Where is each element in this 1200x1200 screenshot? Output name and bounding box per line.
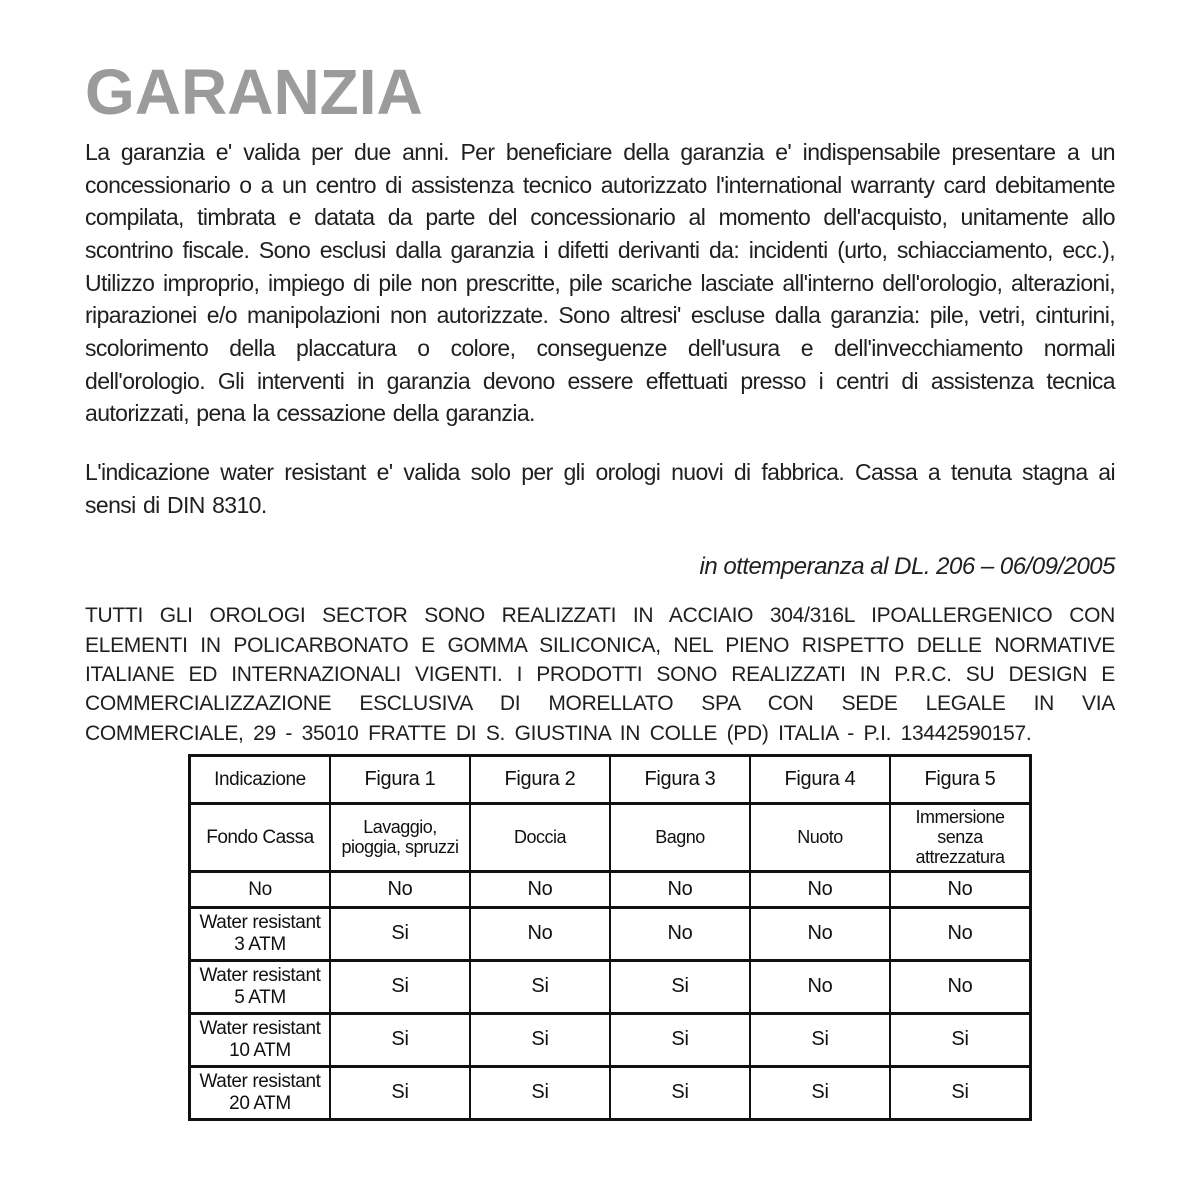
water-resistance-table — [188, 754, 1032, 1120]
table-cell: No — [890, 960, 1031, 1013]
table-cell: No — [470, 871, 610, 907]
legal-manufacturer-paragraph: TUTTI GLI OROLOGI SECTOR SONO REALIZZATI IN ACCIAIO 304/316L IPOALLERGENICO CON ELEMENTI IN POLICARBONATO E GOMMA SILICONICA, NEL PIENO RISPETTO DELLE NORMATIVE ITALIANE ED INTERNAZIONALI VIGENTI. I PRODOTTI SONO REALIZZATI IN P.R.C. SU DESIGN E COMMERCIALIZZAZIONE ESCLUSIVA DI MORELLATO SPA CON SEDE LEGALE IN VIA COMMERCIALE, 29 - 35010 FRATTE DI S. GIUSTINA IN COLLE (PD) ITALIA - P.I. 13442590157. — [85, 604, 1115, 745]
table-cell: Immersione senza attrezzatura — [890, 804, 1031, 871]
table-cell: Si — [750, 1013, 890, 1066]
table-cell: Si — [470, 960, 610, 1013]
table-cell: Si — [330, 960, 470, 1013]
table-cell: No — [750, 871, 890, 907]
table-cell: Water resistant 10 ATM — [190, 1013, 331, 1066]
table-header-cell: Figura 1 — [330, 756, 470, 804]
table-cell: Si — [890, 1013, 1031, 1066]
table-row — [190, 1013, 1031, 1066]
table-cell: Si — [610, 1013, 750, 1066]
table-header-cell: Figura 4 — [750, 756, 890, 804]
table-row — [190, 1066, 1031, 1119]
table-cell: No — [610, 871, 750, 907]
table-cell: Si — [330, 1066, 470, 1119]
table-cell: Si — [610, 960, 750, 1013]
table-row — [190, 960, 1031, 1013]
page-title: GARANZIA — [85, 56, 423, 128]
table-cell: Lavaggio, pioggia, spruzzi — [330, 804, 470, 871]
table-cell: No — [190, 871, 331, 907]
table-cell: Water resistant 20 ATM — [190, 1066, 331, 1119]
warranty-terms-paragraph: La garanzia e' valida per due anni. Per beneficiare della garanzia e' indispensabile presentare a un concessionario o a un centro di assistenza tecnico autorizzato l'international warranty card debitamente compilata, timbrata e datata da parte del concessionario al momento dell'acquisto, unitamente allo scontrino fiscale. Sono esclusi dalla garanzia i difetti derivanti da: incidenti (urto, schiacciamento, ecc.), Utilizzo improprio, impiego di pile non prescritte, pile scariche lasciate all'interno dell'orologio, alterazioni, riparazionei e/o manipolazioni non autorizzate. Sono altresi' escluse dalla garanzia: pile, vetri, cinturini, scolorimento della placcatura o colore, conseguenze dell'usura e dell'invecchiamento normali dell'orologio. Gli interventi in garanzia devono essere effettuati presso i centri di assistenza tecnica autorizzati, pena la cessazione della garanzia. — [85, 139, 1115, 427]
table-cell: No — [750, 960, 890, 1013]
table-cell: Nuoto — [750, 804, 890, 871]
table-cell: Si — [470, 1013, 610, 1066]
table-cell: Water resistant 3 ATM — [190, 907, 331, 960]
table-cell: Doccia — [470, 804, 610, 871]
table-cell: Si — [750, 1066, 890, 1119]
table-header-cell: Indicazione — [190, 756, 331, 804]
table-cell: Si — [890, 1066, 1031, 1119]
table-row — [190, 804, 1031, 871]
table-cell: Fondo Cassa — [190, 804, 331, 871]
table-cell: Si — [330, 1013, 470, 1066]
table-cell: No — [470, 907, 610, 960]
table-row — [190, 907, 1031, 960]
table-cell: No — [890, 871, 1031, 907]
table-header-cell: Figura 2 — [470, 756, 610, 804]
table-cell: No — [750, 907, 890, 960]
table-cell: Si — [470, 1066, 610, 1119]
table-cell: Si — [610, 1066, 750, 1119]
compliance-note: in ottemperanza al DL. 206 – 06/09/2005 — [699, 553, 1115, 581]
table-header-cell: Figura 3 — [610, 756, 750, 804]
table-header-cell: Figura 5 — [890, 756, 1031, 804]
water-resistant-paragraph: L'indicazione water resistant e' valida solo per gli orologi nuovi di fabbrica. Cassa a tenuta stagna ai sensi di DIN 8310. — [85, 458, 1115, 518]
table-cell: No — [330, 871, 470, 907]
table-cell: No — [890, 907, 1031, 960]
table-header-row — [190, 756, 1031, 804]
table-cell: Bagno — [610, 804, 750, 871]
table-cell: No — [610, 907, 750, 960]
table-cell: Water resistant 5 ATM — [190, 960, 331, 1013]
table-row — [190, 871, 1031, 907]
table-cell: Si — [330, 907, 470, 960]
